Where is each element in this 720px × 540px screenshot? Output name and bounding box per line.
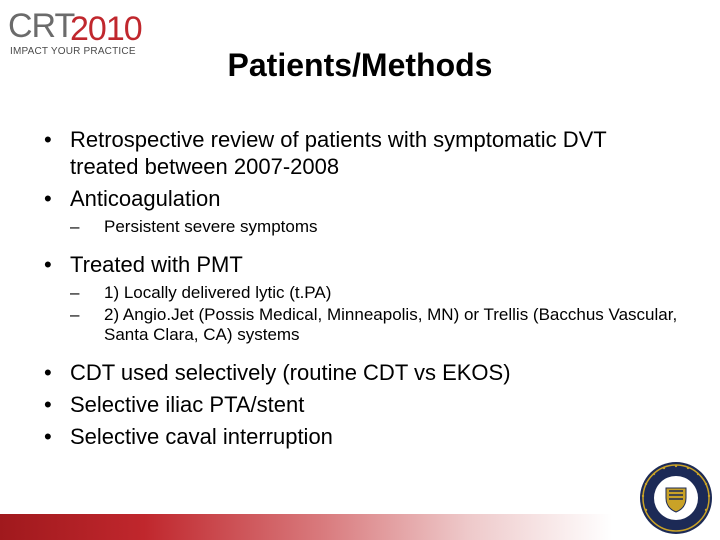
bullet-marker: • xyxy=(44,392,52,417)
bullet-item xyxy=(40,423,680,450)
bullet-item xyxy=(40,185,680,212)
bullet-marker: • xyxy=(44,252,52,277)
bullet-marker: • xyxy=(44,360,52,385)
bullet-text: Selective caval interruption xyxy=(70,424,333,449)
sub-bullet-item xyxy=(40,305,680,345)
sub-bullet-text: 2) Angio.Jet (Possis Medical, Minneapolis, MN) or Trellis (Bacchus Vascular, Santa Clara, CA) systems xyxy=(104,305,678,344)
logo-crt-text: CRT xyxy=(8,7,75,45)
sub-bullet-marker: – xyxy=(70,305,80,324)
bullet-item xyxy=(40,391,680,418)
bullet-marker: • xyxy=(44,186,52,211)
bullet-text: Anticoagulation xyxy=(70,186,221,211)
bullet-item xyxy=(40,251,680,278)
bullet-marker: • xyxy=(44,127,52,152)
bullet-marker: • xyxy=(44,424,52,449)
university-seal-icon xyxy=(636,460,716,536)
sub-bullet-item xyxy=(40,283,680,303)
bottom-gradient-bar xyxy=(0,514,720,540)
bullet-item xyxy=(40,126,680,180)
bullet-text: Retrospective review of patients with symptomatic DVT treated between 2007-2008 xyxy=(70,127,607,179)
sub-bullet-marker: – xyxy=(70,217,80,236)
slide-title: Patients/Methods xyxy=(227,47,493,83)
logo-year-text: 2010 xyxy=(70,10,142,48)
bullet-text: CDT used selectively (routine CDT vs EKOS) xyxy=(70,360,511,385)
sub-bullet-text: Persistent severe symptoms xyxy=(104,217,318,236)
bullet-list xyxy=(40,126,680,455)
sub-bullet-item xyxy=(40,217,680,237)
bullet-text: Selective iliac PTA/stent xyxy=(70,392,305,417)
logo-tagline: IMPACT YOUR PRACTICE xyxy=(10,46,136,57)
bullet-item xyxy=(40,359,680,386)
sub-bullet-text: 1) Locally delivered lytic (t.PA) xyxy=(104,283,332,302)
sub-bullet-marker: – xyxy=(70,283,80,302)
bullet-text: Treated with PMT xyxy=(70,252,243,277)
